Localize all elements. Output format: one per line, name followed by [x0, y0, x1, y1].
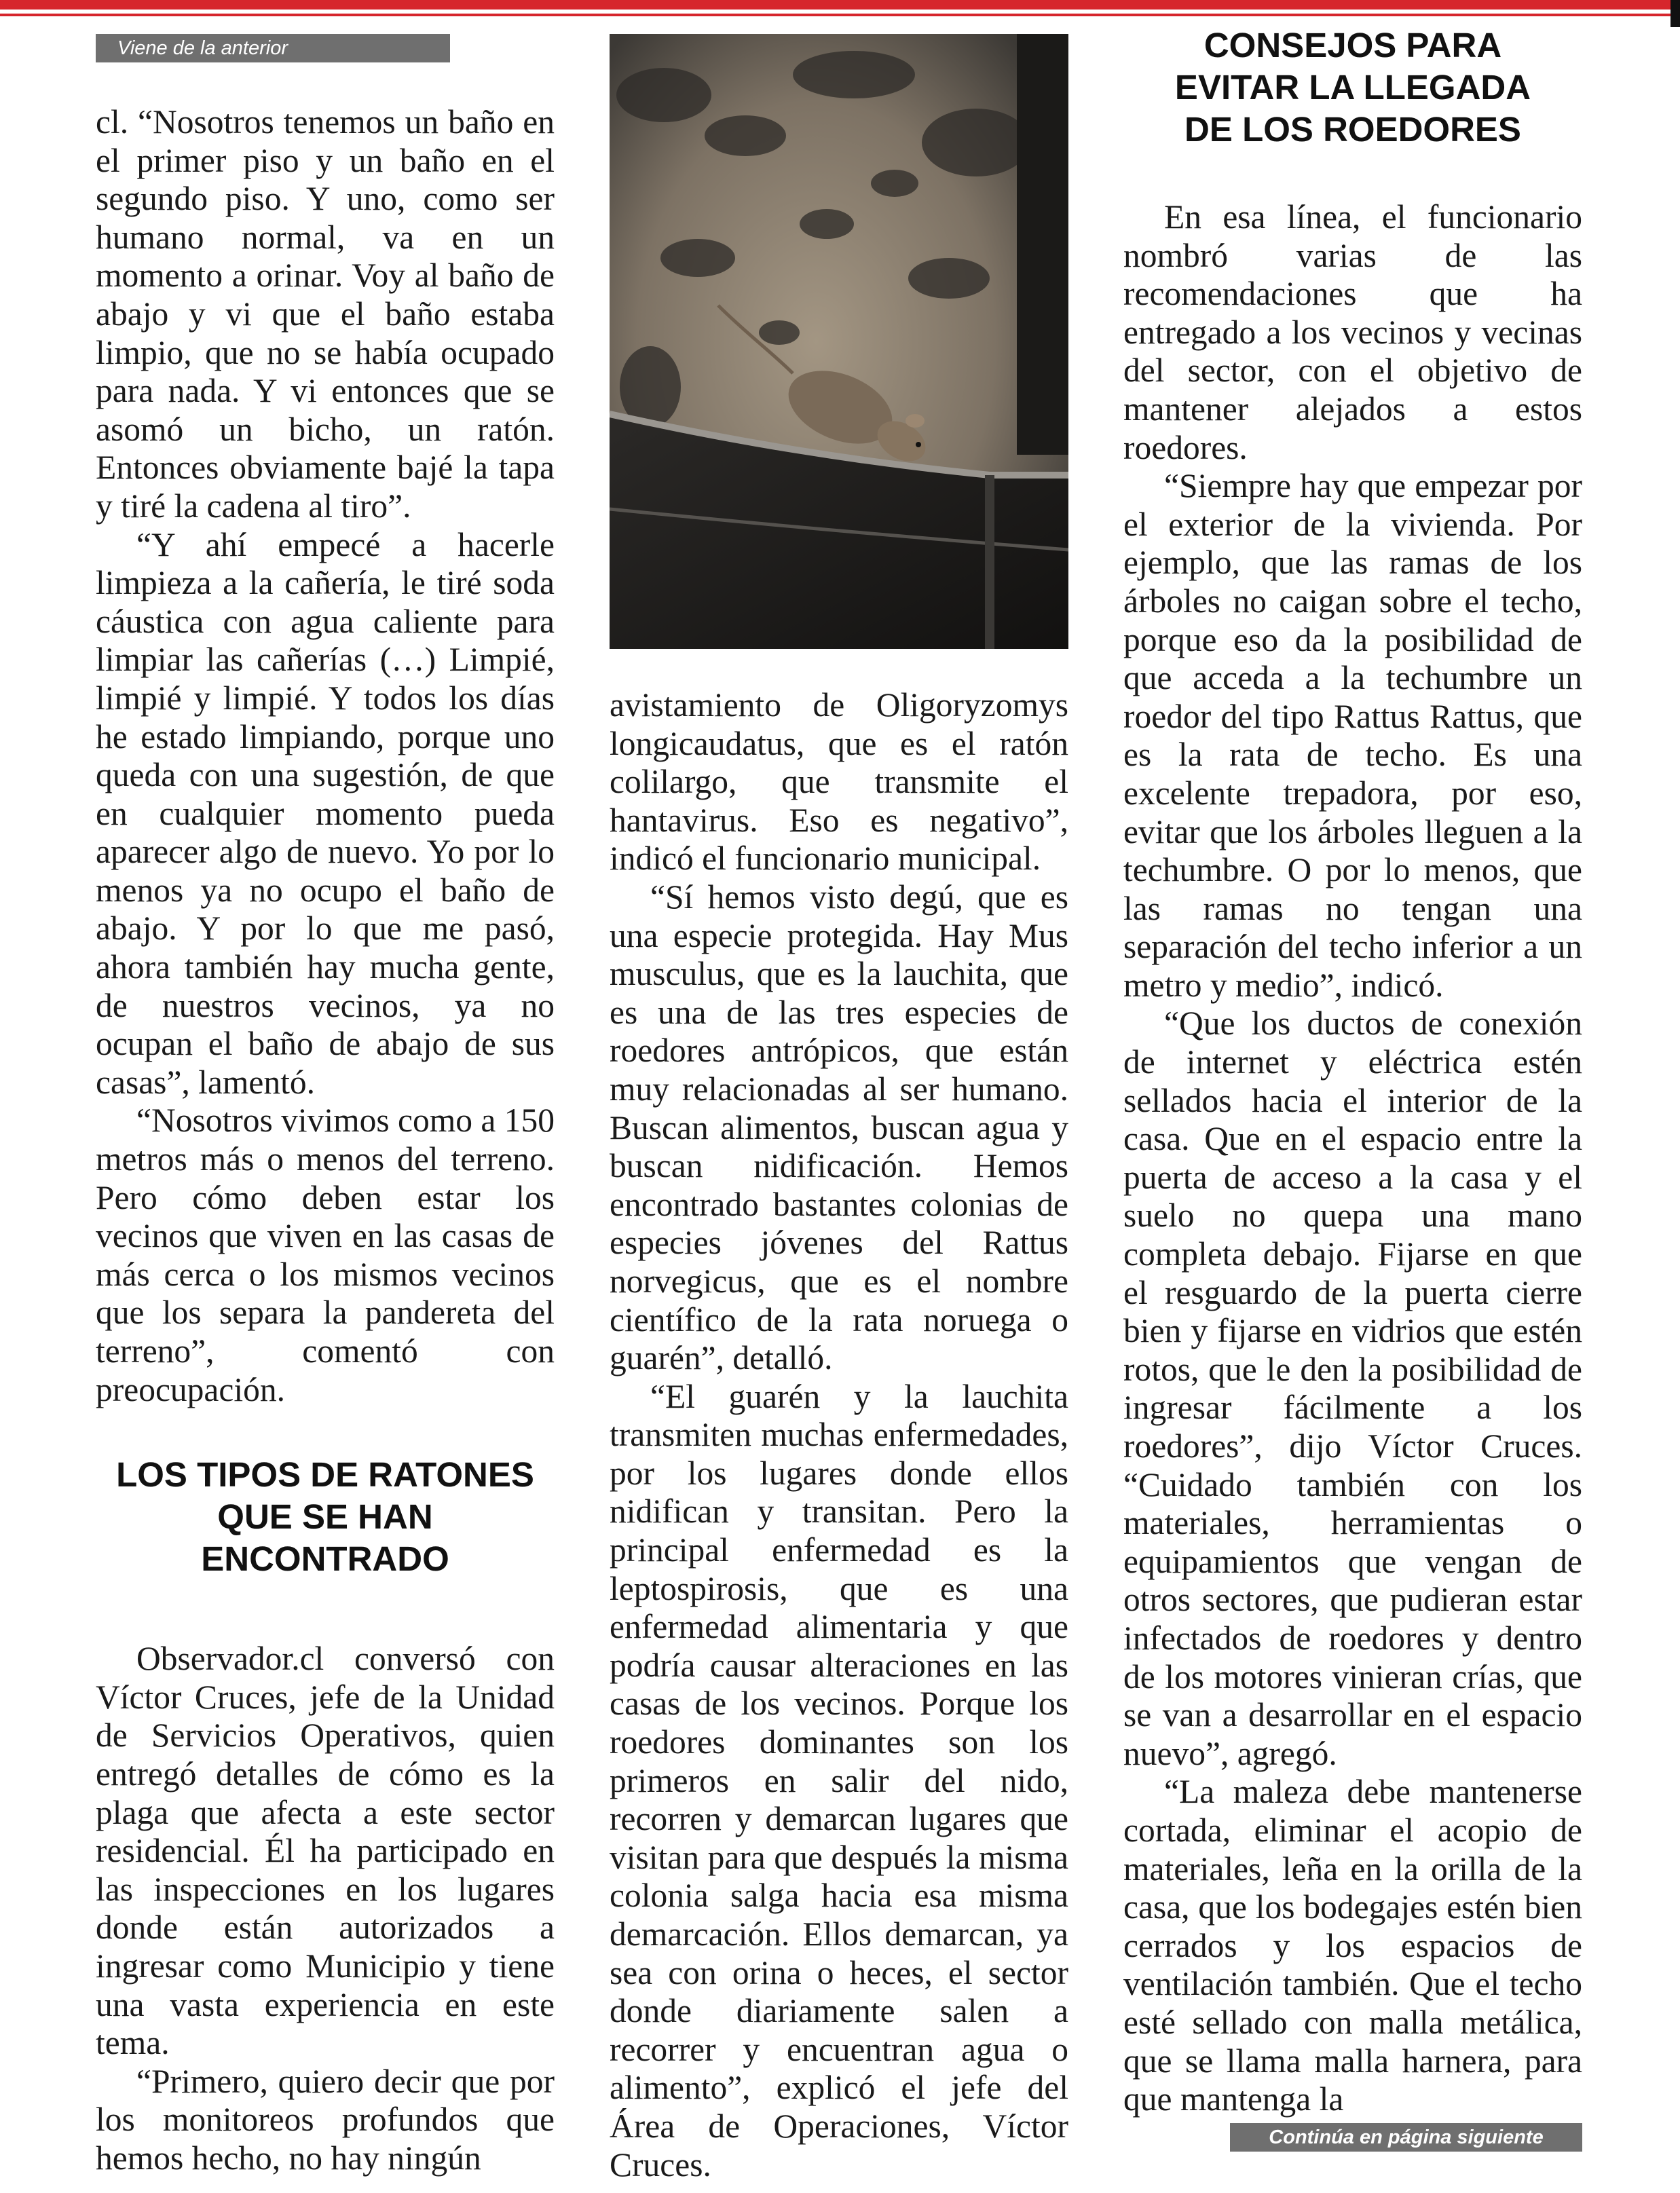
- paragraph: cl. “Nosotros tenemos un baño en el primer piso y un baño en el segundo piso. Y uno, como ser humano normal, va en un momento a orinar. Voy al baño de abajo y vi que el baño estaba limpio, que no se había ocupado para nada. Y vi entonces que se asomó un bicho, un ratón. Entonces obviamente bajé la tapa y tiré la cadena al tiro”.: [96, 103, 555, 525]
- previous-page-tag: Viene de la anterior: [96, 34, 450, 62]
- column-1: [96, 103, 555, 2178]
- section-heading-ratones: LOS TIPOS DE RATONES QUE SE HAN ENCONTRADO: [116, 1455, 534, 1579]
- paragraph: avistamiento de Oligoryzomys longicaudatus, que es el ratón colilargo, que transmite el hantavirus. Eso es negativo”, indicó el funcionario municipal.: [610, 686, 1068, 878]
- column-3: [1123, 24, 1582, 2119]
- corner-mark: [1670, 0, 1680, 27]
- paragraph: En esa línea, el funcionario nombró varias de las recomendaciones que ha entregado a los vecinos y vecinas del sector, con el objetivo de mantener alejados a estos roedores.: [1123, 198, 1582, 466]
- rat-photo: [610, 34, 1068, 649]
- top-red-thin-rule: [0, 14, 1680, 16]
- paragraph: “Primero, quiero decir que por los monitoreos profundos que hemos hecho, no hay ningún: [96, 2062, 555, 2177]
- paragraph: “Siempre hay que empezar por el exterior de la vivienda. Por ejemplo, que las ramas de los árboles no caigan sobre el techo, porque eso da la posibilidad de que acceda a la techumbre un roedor del tipo Rattus Rattus, que es la rata de techo. Es una excelente trepadora, por eso, evitar que los árboles lleguen a la techumbre. O por lo menos, que las ramas no tengan una separación del techo inferior a un metro y medio”, indicó.: [1123, 467, 1582, 1004]
- column-2: [610, 686, 1068, 2184]
- section-heading-consejos: CONSEJOS PARA EVITAR LA LLEGADA DE LOS ROEDORES: [1174, 26, 1531, 149]
- paragraph: “Que los ductos de conexión de internet y eléctrica estén sellados hacia el interior de la casa. Que en el espacio entre la puerta de acceso a la casa y el suelo no quepa una mano completa debajo. Fijarse en que el resguardo de la puerta cierre bien y fijarse en vidrios que estén rotos, que le den la posibilidad de ingresar fácilmente a los roedores”, dijo Víctor Cruces. “Cuidado también con los materiales, herramientas o equipamientos que vengan de otros sectores, que pudieran estar infectados de roedores y dentro de los motores vinieran crías, que se van a desarrollar en el espacio nuevo”, agregó.: [1123, 1005, 1582, 1772]
- paragraph: “El guarén y la lauchita transmiten muchas enfermedades, por los lugares donde ellos nidifican y transitan. Pero la principal enfermedad es la leptospirosis, que es una enfermedad alimentaria y que podría causar alteraciones en las casas de los vecinos. Porque los roedores dominantes son los primeros en salir del nido, recorren y demarcan lugares que visitan para que después la misma colonia salga hacia esa misma demarcación. Ellos demarcan, ya sea con orina o heces, el sector donde diariamente salen a recorrer y encuentran agua o alimento”, explicó el jefe del Área de Operaciones, Víctor Cruces.: [610, 1377, 1068, 2183]
- paragraph: Observador.cl conversó con Víctor Cruces, jefe de la Unidad de Servicios Operativos, quien entregó detalles de cómo es la plaga que afecta a este sector residencial. Él ha participado en las inspecciones en los lugares donde están autorizados a ingresar como Municipio y tiene una vasta experiencia en este tema.: [96, 1640, 555, 2062]
- rat-photo-icon: [610, 34, 1068, 649]
- paragraph: “Y ahí empecé a hacerle limpieza a la cañería, le tiré soda cáustica con agua caliente para limpiar las cañerías (…) Limpié, limpié y limpié. Y todos los días he estado limpiando, porque uno queda con una sugestión, de que en cualquier momento pueda aparecer algo de nuevo. Yo por lo menos ya no ocupo el baño de abajo. Y por lo que me pasó, ahora también hay mucha gente, de nuestros vecinos, ya no ocupan el baño de abajo de sus casas”, lamentó.: [96, 525, 555, 1101]
- next-page-tag: Continúa en página siguiente: [1230, 2123, 1582, 2152]
- paragraph: “Nosotros vivimos como a 150 metros más o menos del terreno. Pero cómo deben estar los vecinos que viven en las casas de más cerca o los mismos vecinos que los separa la pandereta del terreno”, comentó con preocupación.: [96, 1102, 555, 1408]
- paragraph: “Sí hemos visto degú, que es una especie protegida. Hay Mus musculus, que es la lauchita, que es una de las tres especies de roedores antrópicos, que están muy relacionadas al ser humano. Buscan alimentos, buscan agua y buscan nidificación. Hemos encontrado bastantes colonias de especies jóvenes del Rattus norvegicus, que es el nombre científico de la rata noruega o guarén”, detalló.: [610, 878, 1068, 1377]
- top-red-rule: [0, 0, 1680, 10]
- paragraph: “La maleza debe mantenerse cortada, eliminar el acopio de materiales, leña en la orilla de la casa, que los bodegajes estén bien cerrados y los espacios de ventilación también. Que el techo esté sellado con malla metálica, que se llama malla harnera, para que mantenga la: [1123, 1773, 1582, 2118]
